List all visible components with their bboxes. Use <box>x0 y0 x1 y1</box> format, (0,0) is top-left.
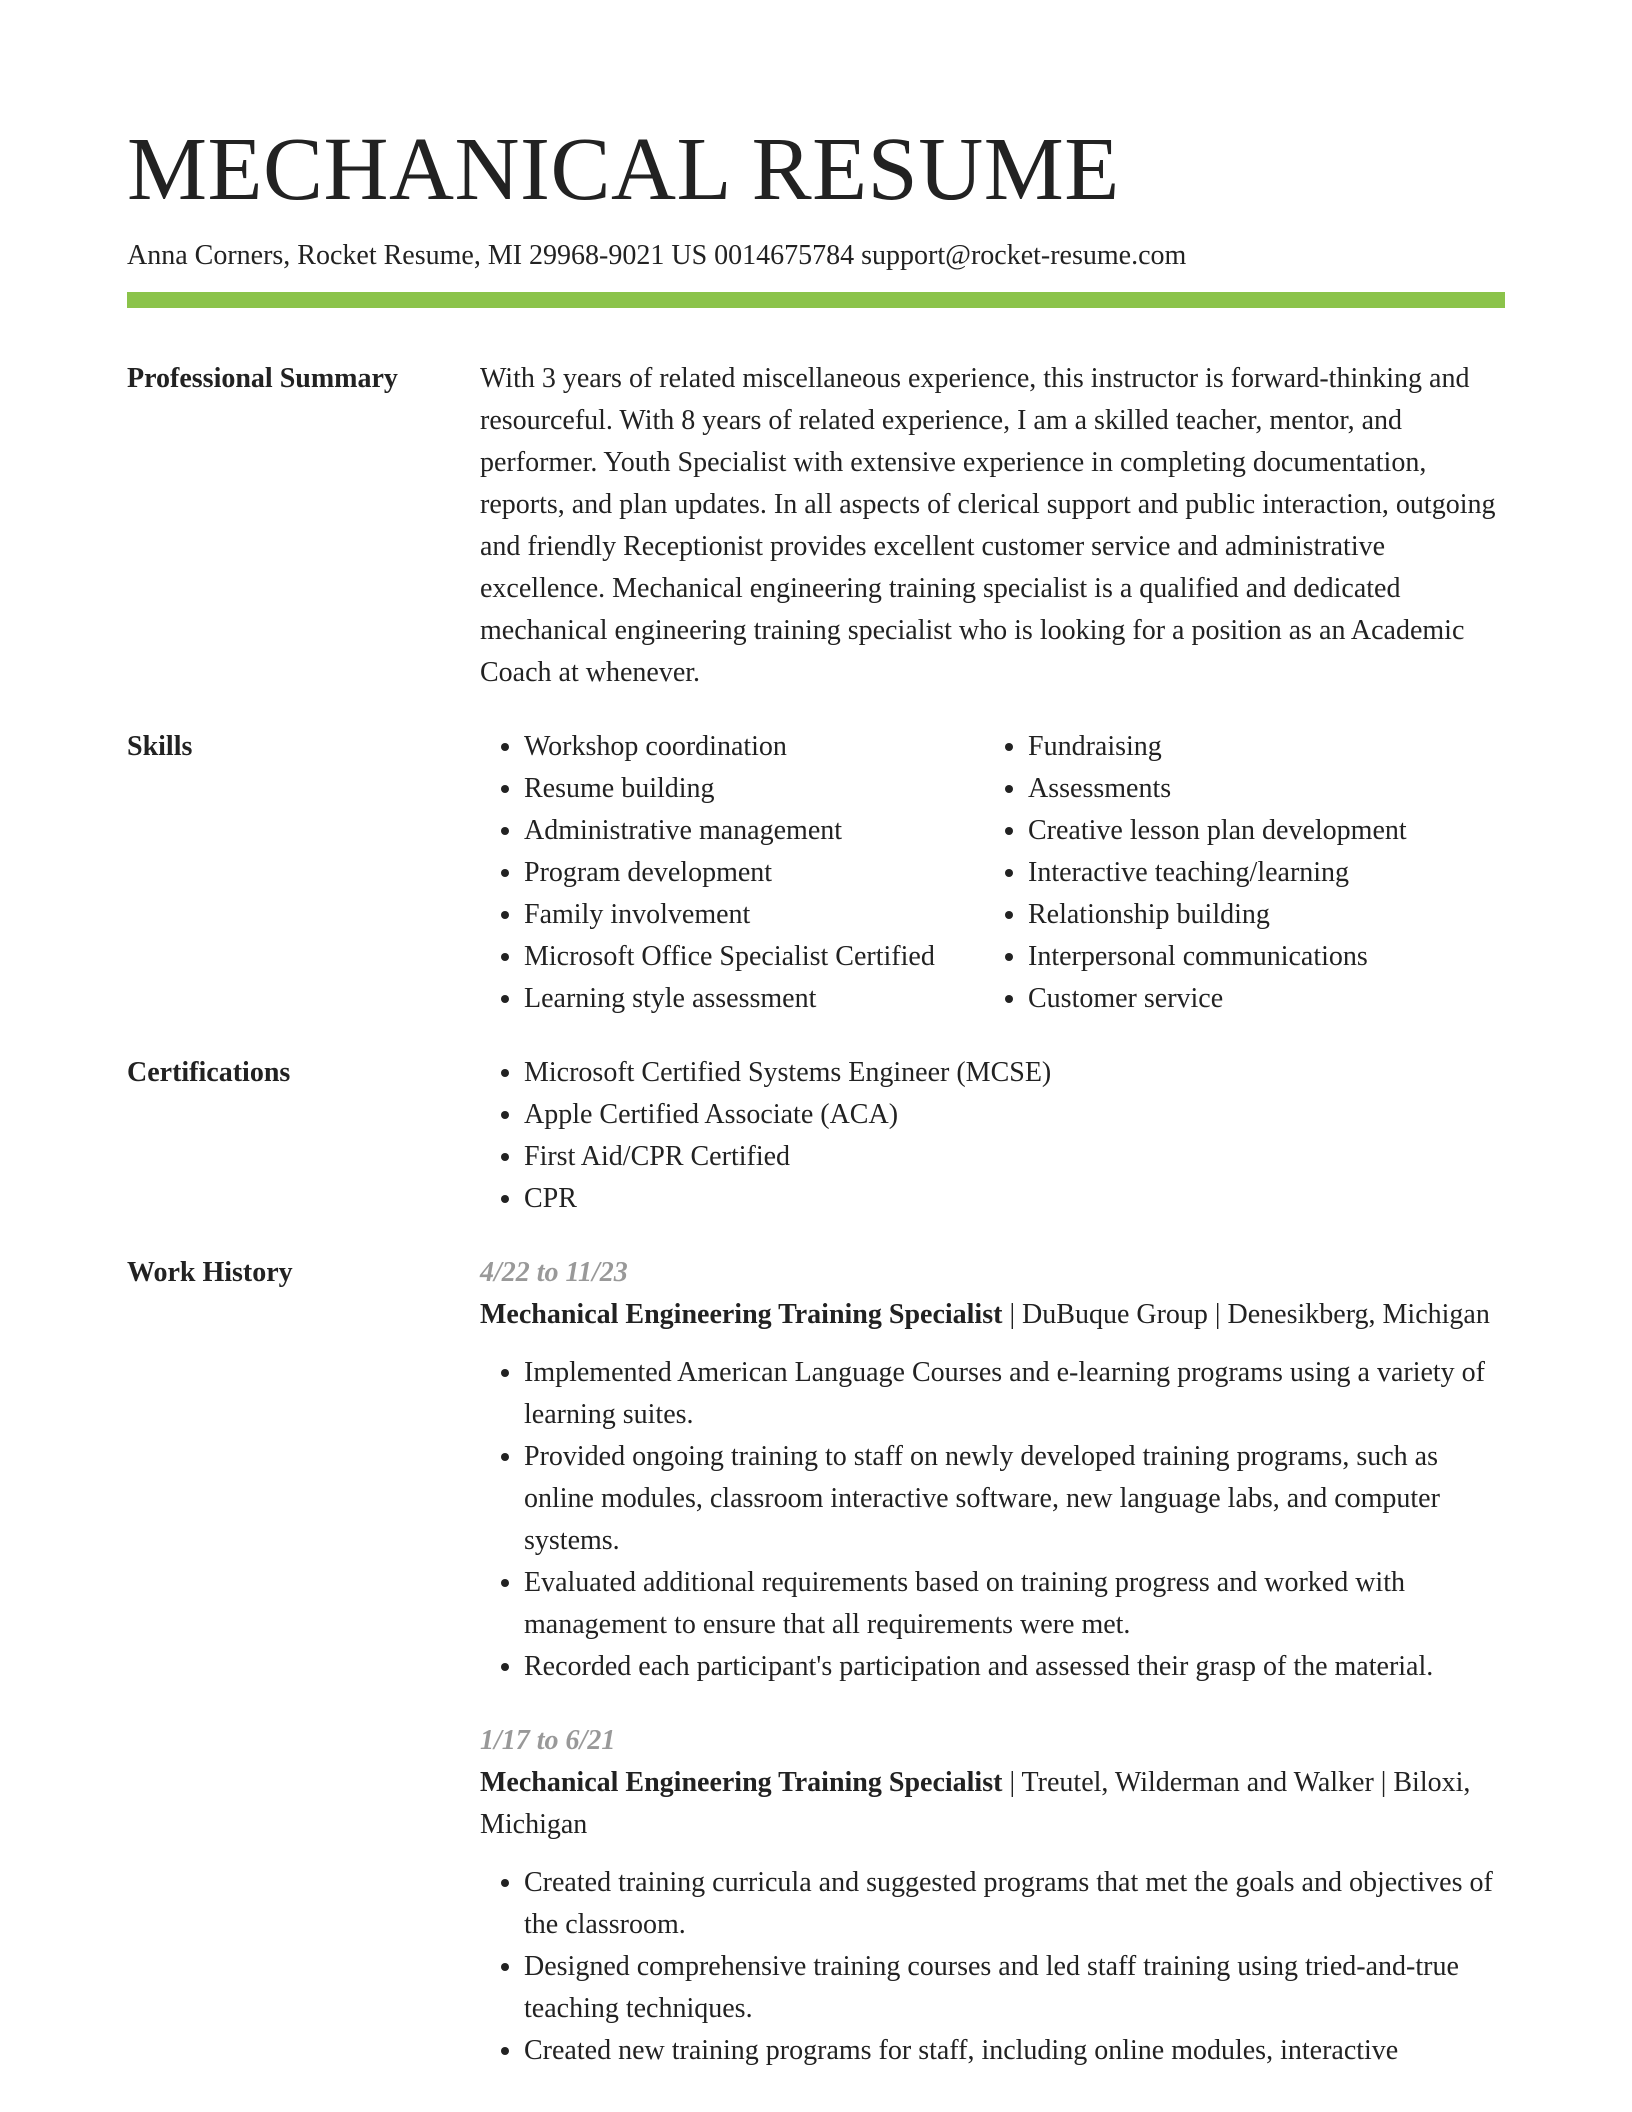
job-title: Mechanical Engineering Training Specialist <box>480 1299 1003 1330</box>
summary-text: With 3 years of related miscellaneous experience, this instructor is forward-thinking and resourceful. With 8 years of related experience, I am a skilled teacher, mentor, and performer. Youth Specialist with extensive experience in completing documentation, reports, and plan updates. In all aspects of clerical support and public interaction, outgoing and friendly Receptionist provides excellent customer service and administrative excellence. Mechanical engineering training specialist is a qualified and dedicated mechanical engineering training specialist who is looking for a position as an Academic Coach at whenever. <box>480 363 1496 688</box>
skill-item: • Creative lesson plan development <box>1028 810 1488 852</box>
resume-page <box>127 118 1505 2072</box>
skills-column-right <box>984 726 1488 1020</box>
certification-item: • Apple Certified Associate (ACA) <box>524 1094 1505 1136</box>
certification-item: • Microsoft Certified Systems Engineer (MCSE) <box>524 1052 1505 1094</box>
skill-item: • Relationship building <box>1028 894 1488 936</box>
job-date: 4/22 to 11/23 <box>480 1257 628 1288</box>
job-heading <box>480 1294 1505 1336</box>
job-bullets <box>480 1862 1505 2072</box>
job-date: 1/17 to 6/21 <box>480 1725 616 1756</box>
skill-item: • Learning style assessment <box>524 978 984 1020</box>
skill-item: • Fundraising <box>1028 726 1488 768</box>
job-entry <box>480 1720 1505 2072</box>
job-bullet: • Created new training programs for staff, including online modules, interactive <box>524 2030 1505 2072</box>
resume-title: MECHANICAL RESUME <box>127 120 1120 219</box>
section-label-skills: Skills <box>127 731 193 762</box>
certifications-section <box>127 1052 1505 1220</box>
job-bullet: • Evaluated additional requirements based on training progress and worked with management to ensure that all requirements were met. <box>524 1562 1505 1646</box>
work-history-section <box>127 1252 1505 2072</box>
job-bullet: • Created training curricula and suggested programs that met the goals and objectives of the classroom. <box>524 1862 1505 1946</box>
skill-item: • Microsoft Office Specialist Certified <box>524 936 984 978</box>
job-bullets <box>480 1352 1505 1688</box>
job-heading <box>480 1762 1505 1846</box>
skill-item: • Workshop coordination <box>524 726 984 768</box>
accent-divider <box>127 292 1505 308</box>
contact-line: Anna Corners, Rocket Resume, MI 29968-9021 US 0014675784 support@rocket-resume.com <box>127 240 1187 271</box>
certification-item: • First Aid/CPR Certified <box>524 1136 1505 1178</box>
certification-item: • CPR <box>524 1178 1505 1220</box>
skill-item: • Customer service <box>1028 978 1488 1020</box>
skill-item: • Assessments <box>1028 768 1488 810</box>
job-details: | DuBuque Group | Denesikberg, Michigan <box>1002 1299 1490 1330</box>
section-label-summary: Professional Summary <box>127 363 398 394</box>
job-bullet: • Provided ongoing training to staff on newly developed training programs, such as online modules, classroom interactive software, new language labs, and computer systems. <box>524 1436 1505 1562</box>
job-title: Mechanical Engineering Training Specialist <box>480 1767 1003 1798</box>
job-details: | Treutel, Wilderman and Walker | Biloxi, Michigan <box>480 1767 1471 1840</box>
section-label-work-history: Work History <box>127 1257 293 1288</box>
skill-item: • Program development <box>524 852 984 894</box>
skills-section <box>127 726 1505 1020</box>
job-entry <box>480 1252 1505 1688</box>
skill-item: • Interpersonal communications <box>1028 936 1488 978</box>
job-bullet: • Designed comprehensive training courses and led staff training using tried-and-true teaching techniques. <box>524 1946 1505 2030</box>
section-label-certifications: Certifications <box>127 1057 291 1088</box>
job-bullet: • Recorded each participant's participation and assessed their grasp of the material. <box>524 1646 1505 1688</box>
skill-item: • Interactive teaching/learning <box>1028 852 1488 894</box>
skills-column-left <box>480 726 984 1020</box>
skill-item: • Family involvement <box>524 894 984 936</box>
summary-section <box>127 358 1505 694</box>
job-bullet: • Implemented American Language Courses and e-learning programs using a variety of learning suites. <box>524 1352 1505 1436</box>
skill-item: • Resume building <box>524 768 984 810</box>
skill-item: • Administrative management <box>524 810 984 852</box>
